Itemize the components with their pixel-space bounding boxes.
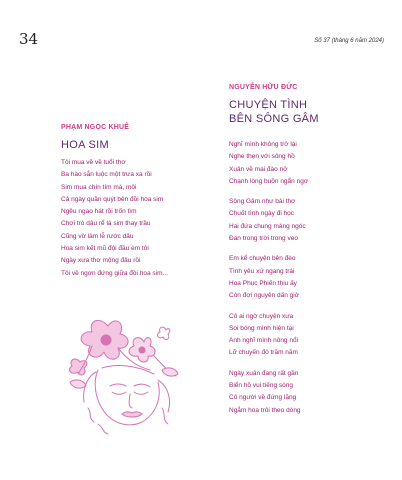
poem-line: Xuân về mai đào nở — [229, 165, 288, 173]
poem-line: Ngày xưa thơ mộng đâu rồi — [61, 257, 141, 265]
left-poem-title: HOA SIM — [61, 139, 109, 151]
poem-line: Anh nghĩ mình nông nổi — [229, 337, 299, 345]
title-line: BÊN SÔNG GÂM — [229, 113, 319, 125]
issue-info: Số 37 (tháng 6 năm 2024) — [314, 38, 384, 44]
poem-line: Biển hồ vui tiếng sóng — [229, 382, 293, 390]
right-poem-body — [229, 139, 308, 417]
page-number: 34 — [19, 30, 39, 48]
left-poem-body — [61, 157, 168, 280]
right-poem-author: NGUYỄN HỮU ĐỨC — [229, 84, 298, 91]
poem-line: Tôi về ngơn đứng giữa đồi hoa sim... — [61, 269, 168, 277]
poem-line: Đan trong trời trong veo — [229, 235, 298, 243]
poem-line: Hoa sim kết mũ đội đầu em tôi — [61, 245, 149, 253]
right-poem-title — [229, 98, 319, 126]
left-poem-author: PHẠM NGỌC KHUÊ — [61, 124, 130, 131]
poem-line: Cô người về đứng lặng — [229, 394, 297, 402]
poem-line: Ngày xuân đang rất gần — [229, 369, 299, 377]
poem-line: Cô ai ngờ chuyện xưa — [229, 312, 294, 320]
poem-line: Nghe thẹn với sông hồ — [229, 153, 295, 161]
poem-line: Chơi trò dâu rể lá sim thay trầu — [61, 220, 151, 228]
poem-line: Còn đợi nguyên dấn giờ — [229, 292, 299, 300]
poem-line: Sim mua chín tím mà, môi — [61, 183, 137, 191]
poem-line: Chuốt tình ngày đi học — [229, 210, 295, 218]
poem-line: Cả ngày quần quýt bên đồi hoa sim — [61, 195, 164, 203]
flower-woman-illustration — [58, 312, 198, 442]
poem-line: Ngêu ngao hát rồi trốn tìm — [61, 208, 137, 216]
poem-line: Ngắm hoa trôi theo dòng — [229, 406, 301, 414]
poem-line: Cũng vờ làm lễ rước dâu — [61, 232, 134, 240]
poem-line: Soi bóng mình hiện tại — [229, 324, 294, 332]
poem-line: Nghĩ mình không trở lại — [229, 141, 297, 148]
poem-line: Lỡ chuyến đò trăm năm — [229, 349, 298, 357]
poem-line: Hai đứa chung máng ngóc — [229, 222, 306, 230]
poem-line: Chạnh lòng buồn ngẩn ngơ — [229, 177, 309, 185]
poem-line: Hoa Phục Phiến thiu ấy — [229, 279, 297, 287]
poem-line: Tình yêu xứ ngang trái — [229, 267, 295, 275]
title-line: CHUYỆN TÌNH — [229, 99, 308, 111]
poem-line: Sông Gâm như bài thơ — [229, 198, 296, 206]
poem-line: Ba hào sắn luộc một trưa xa rồi — [61, 171, 152, 179]
poem-line: Em kể chuyện bên đèo — [229, 255, 296, 263]
poem-line: Tôi mua về về tuổi thơ — [61, 159, 126, 166]
